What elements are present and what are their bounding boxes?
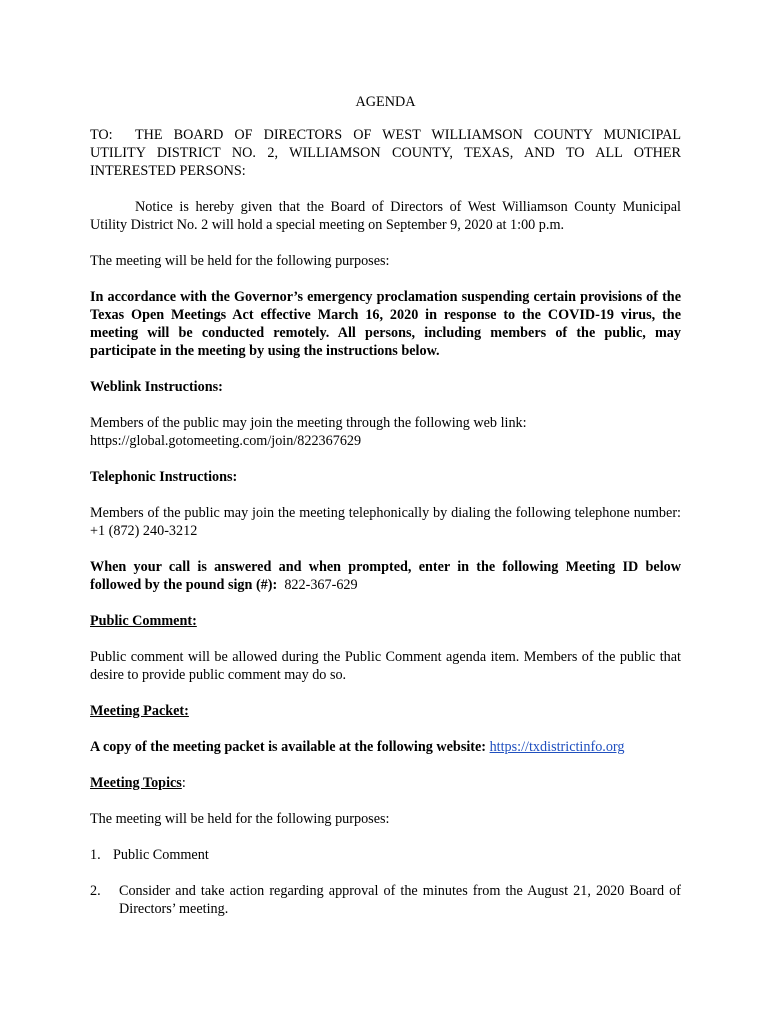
weblink-heading: Weblink Instructions: <box>90 379 223 395</box>
meeting-topics-heading-line <box>90 774 681 792</box>
meeting-packet-link[interactable]: https://txdistrictinfo.org <box>489 739 625 755</box>
purposes-intro: The meeting will be held for the following purposes: <box>90 253 390 269</box>
meeting-packet-text: A copy of the meeting packet is available at the following website: <box>90 739 487 755</box>
list-item-text: Public Comment <box>113 847 209 863</box>
list-item-number: 1. <box>90 847 101 863</box>
telephonic-text: Members of the public may join the meeting telephonically by dialing the following telephone number: +1 (872) 240-3212 <box>90 505 681 539</box>
telephonic-heading: Telephonic Instructions: <box>90 469 238 485</box>
addressee-label: TO: <box>90 127 113 143</box>
list-item <box>90 846 681 864</box>
list-item-number: 2. <box>90 883 101 899</box>
list-item <box>90 882 681 918</box>
telephonic-prompt: When your call is answered and when prompted, enter in the following Meeting ID below followed by the pound sign (#): <box>90 559 681 593</box>
page-title: AGENDA <box>355 94 416 110</box>
meeting-packet-heading: Meeting Packet: <box>90 703 189 719</box>
addressee-block <box>90 126 681 180</box>
meeting-topics-heading: Meeting Topics <box>90 775 182 791</box>
public-comment-heading: Public Comment: <box>90 613 197 629</box>
emergency-notice: In accordance with the Governor’s emergency proclamation suspending certain provisions of the Texas Open Meetings Act effective March 16, 2020 in response to the COVID-19 virus, the meeting will be conducted remotely. All persons, including members of the public, may participate in the meeting by using the instructions below. <box>90 289 681 359</box>
weblink-section <box>90 414 681 450</box>
topics-intro: The meeting will be held for the following purposes: <box>90 811 390 827</box>
addressee-line-1 <box>90 126 681 144</box>
weblink-url: https://global.gotomeeting.com/join/822367629 <box>90 433 362 449</box>
meeting-notice: Notice is hereby given that the Board of Directors of West Williamson County Municipal Utility District No. 2 will hold a special meeting on September 9, 2020 at 1:00 p.m. <box>90 199 681 233</box>
meeting-packet-paragraph <box>90 738 681 756</box>
addressee-line-2: UTILITY DISTRICT NO. 2, WILLIAMSON COUNTY, TEXAS, AND TO ALL OTHER <box>90 145 681 161</box>
meeting-id: 822-367-629 <box>284 577 358 593</box>
meeting-topics-colon: : <box>181 775 186 791</box>
addressee-line-3: INTERESTED PERSONS: <box>90 163 246 179</box>
list-item-text: Consider and take action regarding approval of the minutes from the August 21, 2020 Board of Directors’ meeting. <box>119 883 681 917</box>
addressee-text-1: THE BOARD OF DIRECTORS OF WEST WILLIAMSON COUNTY MUNICIPAL <box>135 127 681 143</box>
public-comment-text: Public comment will be allowed during the Public Comment agenda item. Members of the public that desire to provide public comment may do so. <box>90 649 681 683</box>
weblink-text: Members of the public may join the meeting through the following web link: <box>90 415 527 431</box>
telephonic-prompt-paragraph <box>90 558 681 594</box>
